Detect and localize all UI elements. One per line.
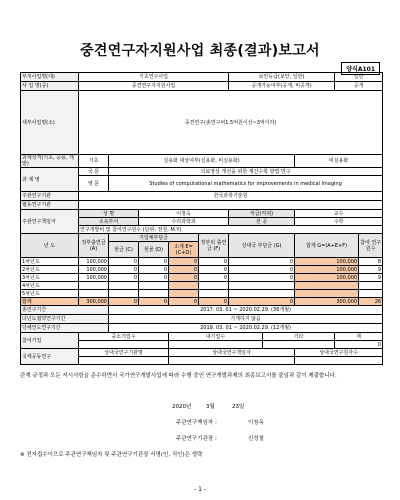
open-label: 공개가능여부(공개, 비공개) [229, 82, 335, 91]
intl-inst-value [79, 357, 169, 365]
local-header: 정부외 출연금 (F) [199, 234, 229, 258]
budget-row [21, 290, 383, 298]
row-year: 2차년도 [21, 266, 79, 274]
security-value: 일반 [335, 73, 383, 82]
subprogram-label: 세부사업명(소) [21, 91, 79, 155]
other-header: 상대국 부담금 (G) [229, 234, 295, 258]
row-cash: 0 [109, 266, 139, 274]
program-value: 중견연구자지원사업 [79, 82, 229, 91]
corp-header: 기업체부담금 [109, 234, 199, 242]
row-total: 100,000 [295, 274, 359, 282]
budget-caption: 연구개발비 및 참여연구원수 (단위: 천원, M.Y) [79, 226, 383, 234]
row-gov: 100,000 [79, 274, 109, 282]
total-period-label: 총연구기간 [21, 306, 109, 315]
page-number: - 1 - [194, 486, 206, 493]
inst-signature-label: 주관연구기관장 : [176, 436, 217, 442]
row-people: 9 [359, 266, 383, 274]
people-header: 참여 연구원수 [359, 234, 383, 258]
firms-label: 참여기업 [21, 333, 79, 349]
row-year: 5차년도 [21, 290, 79, 298]
date-month: 3월 [206, 404, 215, 410]
english-label: 영 문 [79, 176, 109, 192]
rank-header: 직급(직위) [229, 210, 295, 218]
lead-institution-label: 주관연구기관 [21, 192, 79, 201]
row-cash: 0 [109, 258, 139, 266]
row-kind: 0 [139, 258, 169, 266]
ministry-label: 부처사업명(대) [21, 73, 79, 82]
row-kind: 0 [139, 274, 169, 282]
major-header: 전 공 [229, 218, 295, 226]
row-gov [79, 282, 109, 290]
program-label: 사 업 명(중) [21, 82, 79, 91]
commercial-label: 실용화 대상여부(실용화, 비실용화) [109, 155, 295, 168]
budget-sum-row [21, 298, 383, 306]
pi-rank: 교수 [295, 210, 383, 218]
row-other: 0 [229, 266, 295, 274]
firms-sum-header: 계 [335, 333, 383, 341]
row-subtotal [169, 282, 199, 290]
row-total: 100,000 [295, 266, 359, 274]
intl-inst-header: 상대국연구기관명 [79, 349, 169, 357]
sum-total: 300,000 [295, 298, 359, 306]
english-title: Studies of computational mathematics for improvements in medical imaging [109, 176, 383, 192]
year-period-value: 2019. 03. 01 ~ 2020.02.29. (12개월) [109, 324, 383, 333]
row-cash: 0 [109, 274, 139, 282]
row-year: 4차년도 [21, 282, 79, 290]
row-kind [139, 282, 169, 290]
row-total [295, 290, 359, 298]
row-people: 8 [359, 258, 383, 266]
row-local: 0 [199, 258, 229, 266]
etc-header: 기타 [263, 333, 335, 341]
row-gov: 100,000 [79, 258, 109, 266]
coop-institution-value [79, 201, 383, 210]
row-local [199, 290, 229, 298]
coop-institution-label: 협동연구기관 [21, 201, 79, 210]
row-cash [109, 290, 139, 298]
intl-count-header: 상대국연구원자수 [295, 349, 383, 357]
security-label: 보안등급(보안, 일반) [229, 73, 335, 82]
pi-major: 수학 [295, 218, 383, 226]
commercial-value: 비실용화 [295, 155, 383, 168]
large-header: 대기업수 [169, 333, 263, 341]
inst-signature-name: 신성철 [248, 436, 264, 442]
sum-other: 0 [229, 298, 295, 306]
sum-kind: 0 [139, 298, 169, 306]
pi-signature-label: 주관연구책임자 : [176, 420, 217, 426]
signature-note: ※ 전자접수이므로 주관연구책임자 및 주관연구기관장 서명(인, 직인)은 생략 [20, 452, 203, 458]
intl-count-value [295, 357, 383, 365]
dept-header: 소속부서 [79, 218, 139, 226]
row-subtotal: 0 [169, 274, 199, 282]
total-period-value: 2017. 03. 01 ~ 2020.02.29. (36개월) [109, 306, 383, 315]
date-year: 2020년 [172, 404, 192, 410]
sum-cash: 0 [109, 298, 139, 306]
page-title: 중견연구자지원사업 최종(결과)보고서 [80, 43, 320, 59]
date-day: 23일 [232, 404, 245, 410]
budget-row [21, 282, 383, 290]
report-form [20, 72, 383, 365]
row-total [295, 282, 359, 290]
row-gov: 100,000 [79, 266, 109, 274]
ministry-value: 기초연구사업 [79, 73, 229, 82]
pi-label: 주관연구책임자 [21, 210, 79, 234]
korean-title: 의료영상 개선을 위한 계산수학 방법 연구 [109, 168, 383, 176]
row-total: 100,000 [295, 258, 359, 266]
intl-pi-value [169, 357, 295, 365]
etc-value [263, 341, 335, 349]
year-period-label: 당해연도연구기간 [21, 324, 109, 333]
year-header: 년 도 [21, 234, 79, 258]
row-kind: 0 [139, 266, 169, 274]
row-subtotal: 0 [169, 266, 199, 274]
row-local: 0 [199, 274, 229, 282]
sme-value [79, 341, 169, 349]
row-people [359, 290, 383, 298]
budget-row [21, 266, 383, 274]
row-other: 0 [229, 274, 295, 282]
sum-year: 합계 [21, 298, 79, 306]
pi-dept: 수리과학과 [139, 218, 229, 226]
row-other: 0 [229, 258, 295, 266]
row-other [229, 290, 295, 298]
intl-pi-header: 상대국연구책임자 [169, 349, 295, 357]
multiyear-label: 다년도협약연구기간 [21, 315, 109, 324]
row-cash [109, 282, 139, 290]
lead-institution-value: 한국과학기술원 [79, 192, 383, 201]
budget-row [21, 274, 383, 282]
pi-signature-name: 이창옥 [248, 420, 264, 426]
project-title-label: 과 제 명 [21, 168, 79, 192]
korean-label: 국 문 [79, 168, 109, 176]
row-people: 9 [359, 274, 383, 282]
row-local [199, 282, 229, 290]
sme-header: 중소기업수 [79, 333, 169, 341]
sum-gov: 300,000 [79, 298, 109, 306]
multiyear-value: 기재하지 않음 [109, 315, 383, 324]
row-people [359, 282, 383, 290]
row-subtotal: 0 [169, 258, 199, 266]
firms-sum-value: 0 [335, 341, 383, 349]
sum-subtotal: 0 [169, 298, 199, 306]
nature-value: 기초 [79, 155, 109, 168]
row-kind [139, 290, 169, 298]
subtotal-header: 소계 E=(C+D) [169, 242, 199, 258]
subprogram-value: 중견연구(총연구비1.5억원이상~3억이하) [79, 91, 383, 155]
open-value: 공개 [335, 82, 383, 91]
form-number: 양식A101 [341, 62, 380, 75]
gov-header: 정부출연금 (A) [79, 234, 109, 258]
row-subtotal [169, 290, 199, 298]
row-gov [79, 290, 109, 298]
row-local: 0 [199, 266, 229, 274]
row-year: 1차년도 [21, 258, 79, 266]
sum-local: 0 [199, 298, 229, 306]
nature-label: 과제성격(기초, 응용, 개발) [21, 155, 79, 168]
pi-name: 이창옥 [139, 210, 229, 218]
kind-header: 현물 (D) [139, 242, 169, 258]
name-header: 성 명 [79, 210, 139, 218]
budget-row [21, 258, 383, 266]
cash-header: 현금 (C) [109, 242, 139, 258]
sum-people: 26 [359, 298, 383, 306]
intl-label: 국제공동연구 [21, 349, 79, 365]
total-header: 합계 G=(A+E+F) [295, 234, 359, 258]
row-other [229, 282, 295, 290]
large-value [169, 341, 263, 349]
row-year: 3차년도 [21, 274, 79, 282]
submission-statement: 관계 규정과 모든 지시사항을 준수하면서 국가연구개발사업에 따라 수행 중인 연구개발과제의 최종보고서를 붙임과 같이 제출합니다. [20, 373, 337, 379]
